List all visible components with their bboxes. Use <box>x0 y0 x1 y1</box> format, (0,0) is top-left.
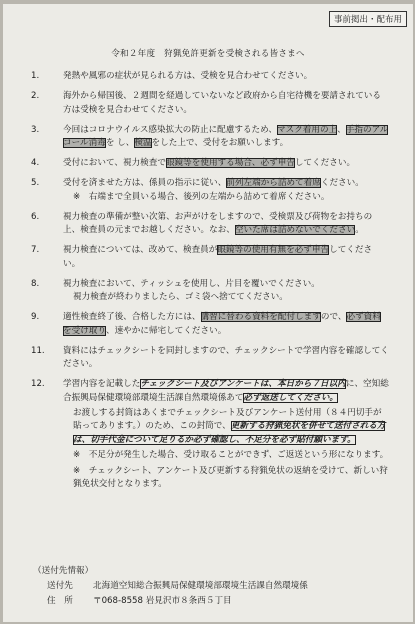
text-segment: お渡しする封筒はあくまでチェックシート及びアンケート送付用（８４円切手が貼ってあります。）のため、この封筒で、 <box>73 408 382 432</box>
list-item <box>3 345 413 372</box>
item-subtext: 視力検査が終わりましたら、ゴミ袋へ捨ててください。 <box>73 292 288 303</box>
text-segment: をした上で、受付をお願いします。 <box>151 138 289 148</box>
emphasized-text: 必ず返送してください。 <box>243 392 339 403</box>
item-text <box>63 157 389 170</box>
text-segment: 発熱や風邪の症状が見られる方は、受検を見合わせてください。 <box>63 71 313 81</box>
list-item <box>3 70 413 83</box>
text-segment: 適性検査終了後、合格した方には、 <box>63 312 201 323</box>
list-item <box>3 378 413 491</box>
text-segment: を し、 <box>105 138 135 148</box>
item-number: 4. <box>31 158 40 169</box>
item-text <box>63 311 389 338</box>
text-segment: 。 <box>355 225 364 236</box>
footer-address <box>47 594 413 609</box>
item-number: 1. <box>31 71 40 81</box>
text-segment: ください。 <box>320 178 364 189</box>
text-segment: 今回はコロナウイルス感染拡大の防止に配慮するため、 <box>63 124 277 135</box>
item-subtext <box>73 407 389 447</box>
item-number: 6. <box>31 211 40 222</box>
emphasized-text: 更新する狩猟免状を併せて送付される方は、切手代金について足りるか必ず確認し、不足分を必ず貼付願います。 <box>73 421 386 445</box>
item-text <box>63 244 389 271</box>
item-number: 2. <box>31 91 40 102</box>
item-number: 5. <box>31 178 40 189</box>
list-item <box>3 124 413 151</box>
document-title: 令和２年度 狩猟免許更新を受検される皆さまへ <box>111 49 305 59</box>
distribution-tag: 事前掲出・配布用 <box>329 11 407 27</box>
text-segment: 受付を済ませた方は、係員の指示に従い、 <box>63 178 227 189</box>
item-note: ※ 右端まで全員いる場合、後列の左端から詰めて着席ください。 <box>73 191 330 202</box>
address-label: 住 所 <box>47 596 73 606</box>
emphasized-text: 空いた席は詰めないでください <box>234 225 356 236</box>
text-segment: 視力検査については、改めて、検査員が <box>63 245 218 256</box>
item-number: 8. <box>31 278 40 289</box>
emphasized-text: 検温 <box>134 138 152 148</box>
emphasized-text: 講習に替わる資料を配付します <box>200 312 321 323</box>
text-segment: 海外から帰国後、２週間を経過していないなど政府から自宅待機を要請されている方は受検を見合わせてください。 <box>63 91 381 115</box>
emphasized-text: チェックシート及びアンケートは、本日から７日以内 <box>140 379 346 390</box>
text-segment: 視力検査において、ティッシュを使用し、片目を覆いでください。 <box>63 278 320 289</box>
text-segment: してください。 <box>294 158 356 169</box>
list-item <box>3 90 413 117</box>
item-number: 7. <box>31 245 40 256</box>
emphasized-text: マスク着用の上 <box>277 124 338 135</box>
item-number: 3. <box>31 124 40 135</box>
footer-address-block <box>3 564 413 609</box>
item-number: 9. <box>31 312 40 323</box>
emphasized-text: 必ず資料を受け取り <box>63 312 381 336</box>
item-text <box>63 378 389 405</box>
list-item <box>3 278 413 305</box>
item-text <box>63 124 389 151</box>
emphasized-text: 眼鏡等を使用する場合、必ず申告 <box>165 158 295 169</box>
text-segment: に、空知総合振興局保健環境部環境生活課自然環境係あて <box>63 379 389 403</box>
item-text <box>63 90 389 117</box>
text-segment: 、 <box>337 124 346 135</box>
emphasized-text: 眼鏡等の使用有無を必ず申告 <box>217 245 330 256</box>
item-note: ※ チェックシート、アンケート及び更新する狩猟免状の返納を受けて、新しい狩猟免状交付となります。 <box>73 465 388 490</box>
text-segment: 学習内容を記載した <box>63 379 141 390</box>
destination-label: 送付先 <box>47 581 73 591</box>
text-segment: ので、 <box>320 312 347 323</box>
text-segment: 資料にはチェックシートを同封しますので、チェックシートで学習内容を確認してください。 <box>63 345 389 370</box>
emphasized-text: 手指のアルコール消毒 <box>63 124 389 148</box>
emphasized-text: 前列左端から詰めて着席 <box>226 178 321 189</box>
list-item <box>3 177 413 204</box>
list-item <box>3 157 413 170</box>
destination-value: 北海道空知総合振興局保健環境部環境生活課自然環境係 <box>93 581 308 591</box>
text-segment: 視力検査の準備が整い次第、お声がけをしますので、受検票及び荷物をお持ちの上、検査員の元までお越しください。なお、 <box>63 211 373 236</box>
address-value: 〒068-8558 岩見沢市８条西５丁目 <box>93 596 232 606</box>
item-number: 12. <box>31 379 45 390</box>
text-segment: 受付において、視力検査で <box>63 158 166 169</box>
instruction-list <box>3 70 413 498</box>
item-text <box>63 70 389 83</box>
list-item <box>3 311 413 338</box>
list-item <box>3 211 413 238</box>
item-text <box>63 177 389 190</box>
item-number: 11. <box>31 345 45 356</box>
text-segment: 、速やかに帰宅してください。 <box>105 325 227 336</box>
text-segment: してください。 <box>63 245 373 269</box>
footer-destination <box>47 579 413 594</box>
item-text <box>63 211 389 238</box>
item-text <box>63 345 389 372</box>
list-item <box>3 244 413 271</box>
footer-heading: （送付先情報） <box>33 566 94 576</box>
document-page <box>3 4 413 622</box>
item-note: ※ 不足分が発生した場合、受け取ることができず、ご返送という形になります。 <box>73 450 389 461</box>
item-text <box>63 278 389 291</box>
